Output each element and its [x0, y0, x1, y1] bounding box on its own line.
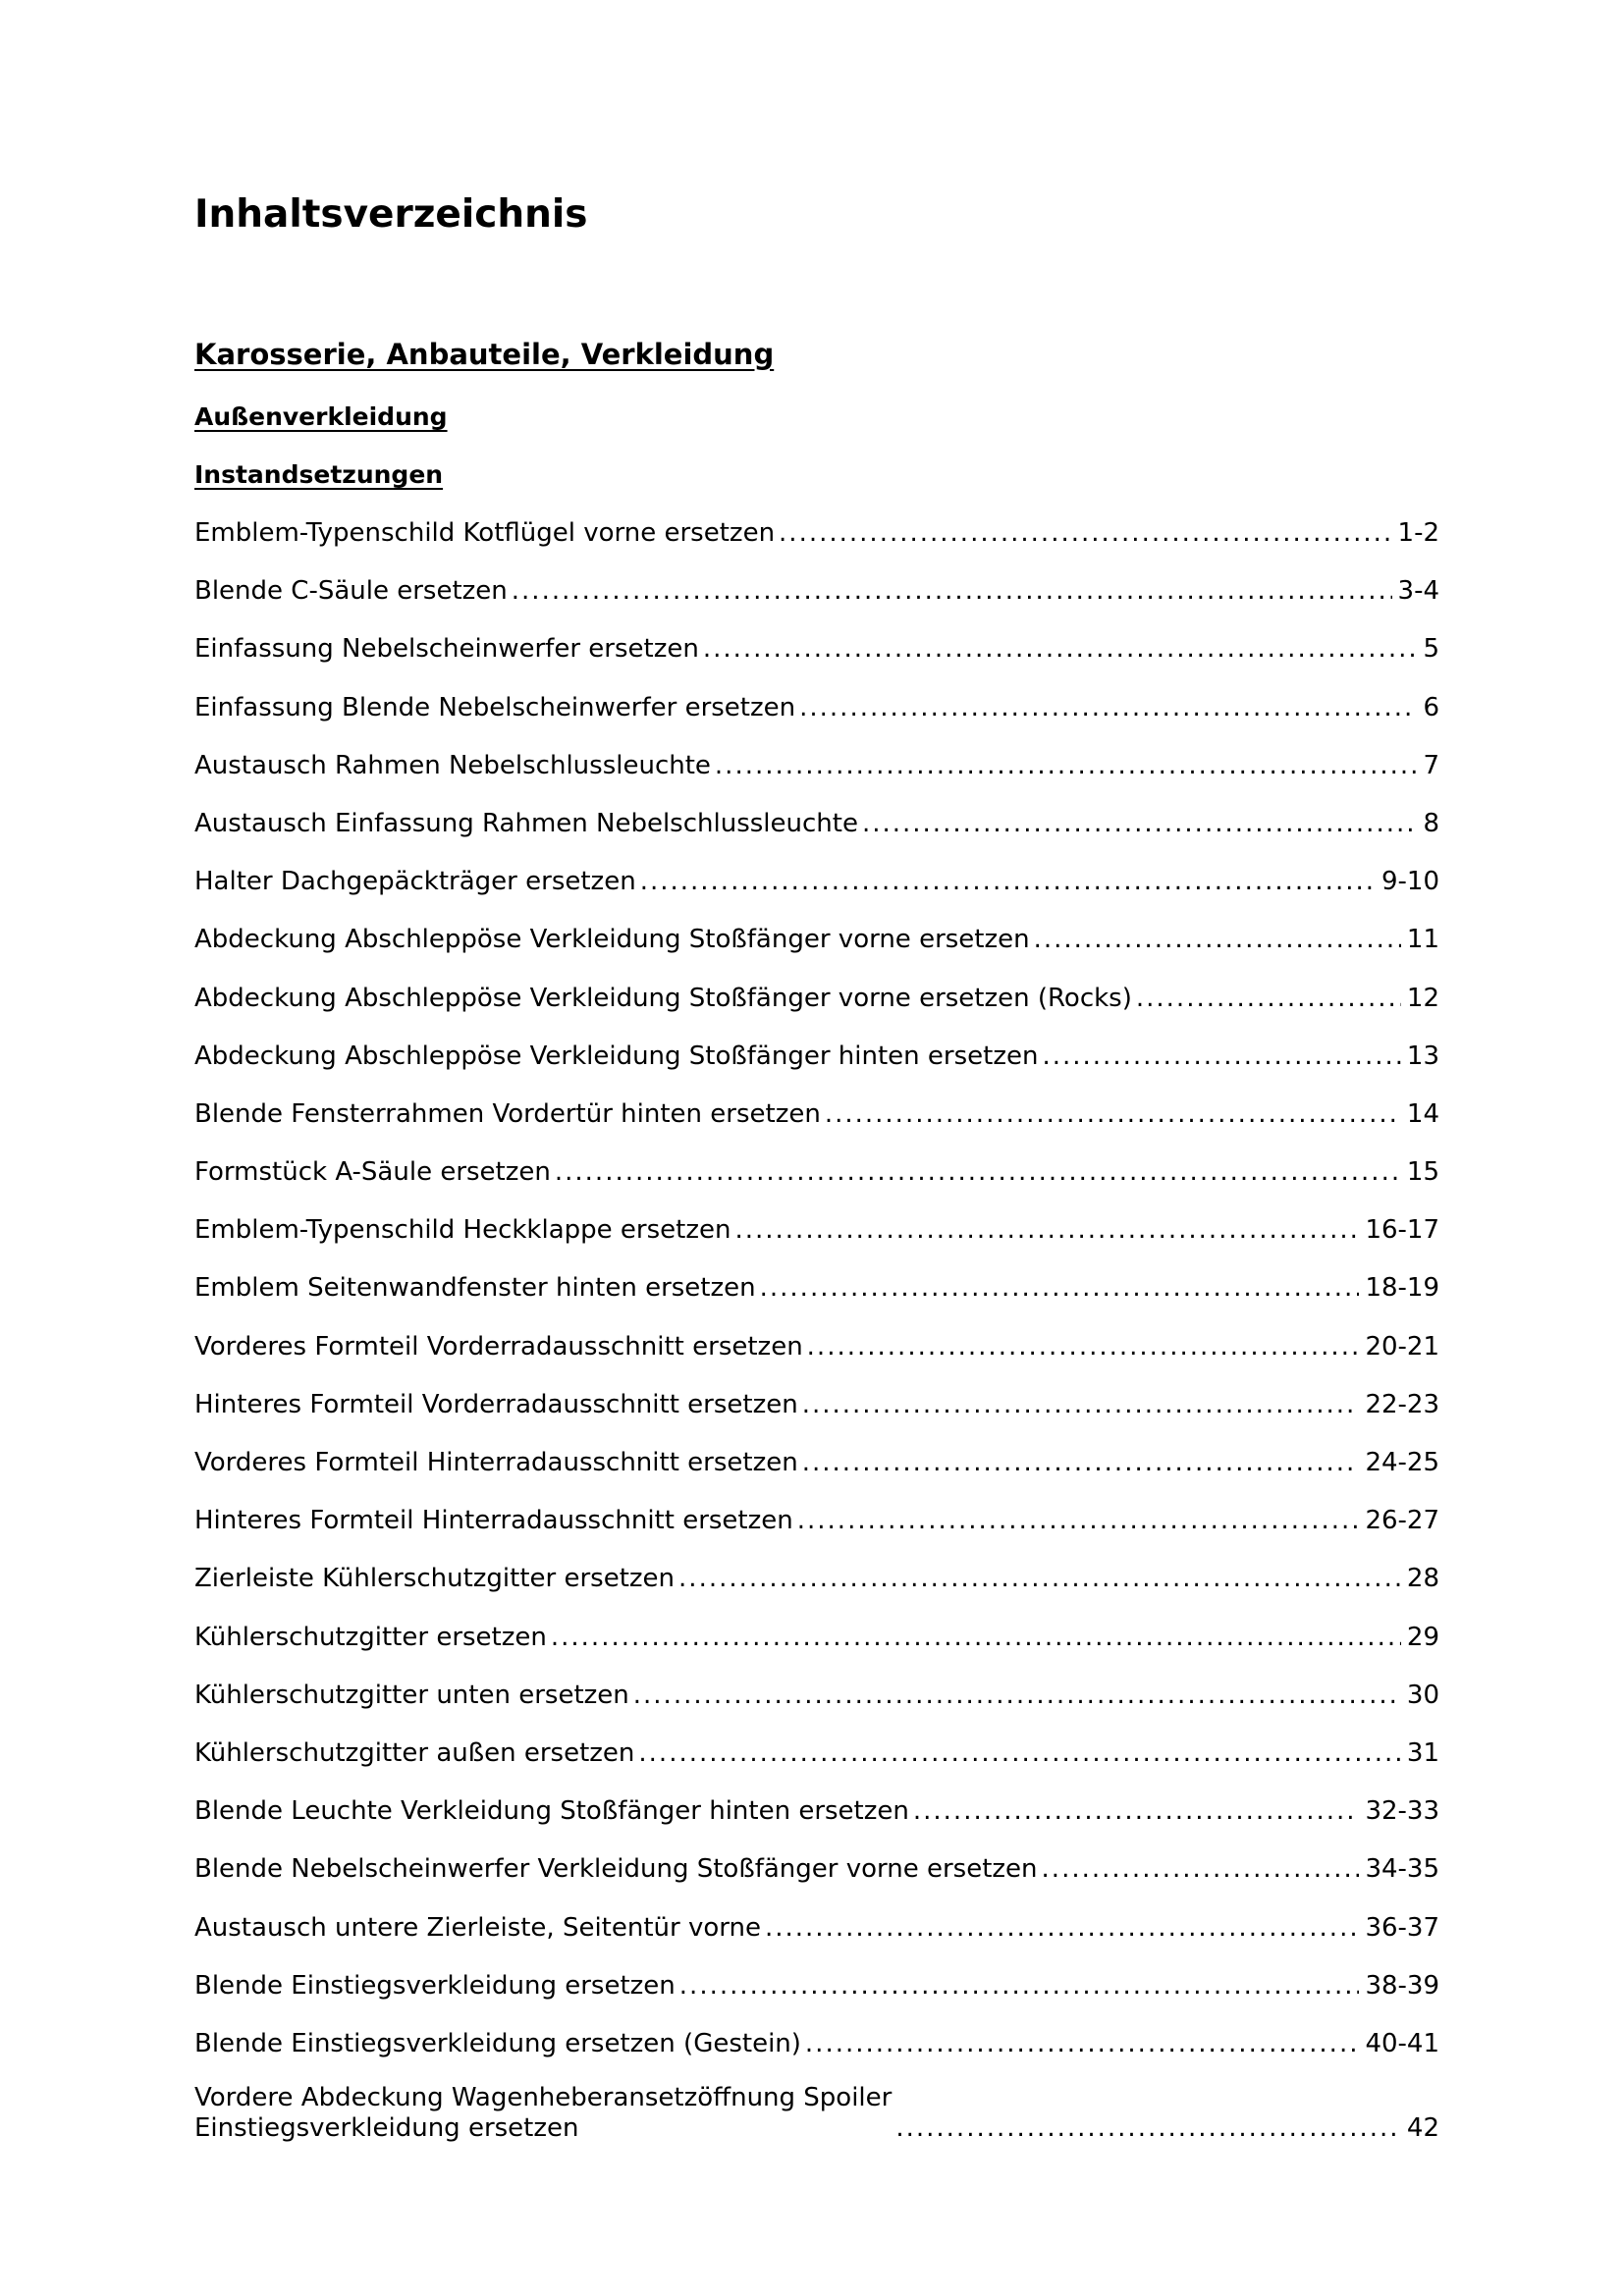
dot-leader — [1034, 925, 1401, 955]
subsection-heading: Außenverkleidung — [194, 402, 448, 431]
toc-entry-label: Austausch Einfassung Rahmen Nebelschlussleuchte — [194, 808, 858, 838]
toc-entry-label: Austausch untere Zierleiste, Seitentür vorne — [194, 1912, 761, 1943]
toc-entry-label: Halter Dachgepäckträger ersetzen — [194, 867, 636, 897]
toc-entry-page: 20-21 — [1365, 1331, 1439, 1362]
toc-entry[interactable] — [194, 1957, 1439, 2015]
toc-entry-page: 11 — [1406, 925, 1439, 955]
toc-entry[interactable] — [194, 1667, 1439, 1725]
toc-entry[interactable] — [194, 1434, 1439, 1492]
toc-entry[interactable] — [194, 2073, 1439, 2150]
toc-entry-page: 9-10 — [1380, 867, 1439, 897]
dot-leader — [633, 1681, 1401, 1711]
dot-leader — [779, 518, 1391, 549]
dot-leader — [512, 576, 1392, 607]
toc-entry-page: 29 — [1406, 1622, 1439, 1652]
toc-entry-page: 3-4 — [1397, 576, 1439, 607]
toc-entry[interactable] — [194, 679, 1439, 737]
dot-leader — [805, 2029, 1360, 2059]
toc-entry-page: 1-2 — [1397, 518, 1439, 548]
dot-leader — [862, 809, 1418, 839]
toc-entry-label — [194, 2083, 895, 2144]
toc-entry[interactable] — [194, 1144, 1439, 1201]
toc-entry-label: Austausch Rahmen Nebelschlussleuchte — [194, 750, 711, 780]
dot-leader — [1042, 1041, 1400, 1072]
toc-entry-page: 7 — [1423, 750, 1439, 780]
dot-leader — [679, 1971, 1360, 2002]
toc-entry[interactable] — [194, 1725, 1439, 1783]
toc-entry[interactable] — [194, 1086, 1439, 1144]
toc-list — [194, 505, 1439, 2150]
toc-entry-label: Formstück A-Säule ersetzen — [194, 1157, 551, 1188]
toc-entry-label-line2: Einstiegsverkleidung ersetzen — [194, 2112, 579, 2143]
dot-leader — [913, 1796, 1360, 1827]
dot-leader — [765, 1913, 1359, 1944]
toc-entry-label-line1: Vordere Abdeckung Wagenheberansetzöffnung Spoiler — [194, 2082, 893, 2112]
dot-leader — [802, 1448, 1360, 1478]
toc-entry[interactable] — [194, 970, 1439, 1028]
dot-leader — [555, 1157, 1401, 1188]
toc-entry-label: Blende Fensterrahmen Vordertür hinten ersetzen — [194, 1098, 821, 1129]
dot-leader — [640, 867, 1376, 897]
toc-entry-page: 34-35 — [1365, 1854, 1439, 1885]
dot-leader — [1042, 1854, 1360, 1885]
toc-entry-page: 18-19 — [1365, 1273, 1439, 1304]
toc-entry-label: Emblem Seitenwandfenster hinten ersetzen — [194, 1273, 756, 1304]
dot-leader — [807, 1332, 1360, 1362]
toc-entry[interactable] — [194, 1609, 1439, 1667]
toc-entry-page: 26-27 — [1365, 1506, 1439, 1536]
toc-entry[interactable] — [194, 1318, 1439, 1376]
toc-entry[interactable] — [194, 1492, 1439, 1550]
dot-leader — [797, 1506, 1360, 1536]
toc-entry[interactable] — [194, 1841, 1439, 1898]
toc-entry-label: Zierleiste Kühlerschutzgitter ersetzen — [194, 1564, 676, 1594]
toc-entry[interactable] — [194, 1028, 1439, 1086]
toc-entry-label: Blende Nebelscheinwerfer Verkleidung Stoßfänger vorne ersetzen — [194, 1854, 1038, 1885]
toc-entry[interactable] — [194, 562, 1439, 620]
toc-entry-page: 14 — [1406, 1098, 1439, 1129]
toc-entry-label: Abdeckung Abschleppöse Verkleidung Stoßfänger vorne ersetzen — [194, 925, 1030, 955]
toc-entry-label: Blende Einstiegsverkleidung ersetzen — [194, 1970, 676, 2001]
dot-leader — [678, 1564, 1401, 1594]
toc-entry[interactable] — [194, 1899, 1439, 1957]
toc-entry-label: Vorderes Formteil Hinterradausschnitt ersetzen — [194, 1448, 798, 1477]
toc-entry-page: 12 — [1406, 983, 1439, 1013]
dot-leader — [760, 1273, 1360, 1304]
toc-entry[interactable] — [194, 505, 1439, 562]
toc-entry-page: 13 — [1406, 1041, 1439, 1071]
toc-entry[interactable] — [194, 795, 1439, 853]
toc-entry-label: Kühlerschutzgitter außen ersetzen — [194, 1737, 635, 1768]
toc-entry[interactable] — [194, 1376, 1439, 1434]
toc-entry[interactable] — [194, 2015, 1439, 2073]
toc-entry[interactable] — [194, 1550, 1439, 1608]
dot-leader — [825, 1099, 1401, 1130]
toc-entry-page: 24-25 — [1365, 1448, 1439, 1477]
toc-entry-page: 36-37 — [1365, 1912, 1439, 1943]
toc-entry-page: 15 — [1406, 1157, 1439, 1188]
toc-entry-page: 22-23 — [1365, 1389, 1439, 1419]
toc-entry-label: Abdeckung Abschleppöse Verkleidung Stoßfänger vorne ersetzen (Rocks) — [194, 983, 1132, 1013]
toc-entry[interactable] — [194, 1259, 1439, 1317]
toc-entry[interactable] — [194, 737, 1439, 795]
toc-entry-page: 28 — [1406, 1564, 1439, 1594]
toc-entry-page: 38-39 — [1365, 1970, 1439, 2001]
toc-entry-label: Blende Einstiegsverkleidung ersetzen (Gestein) — [194, 2028, 801, 2058]
toc-entry-page: 40-41 — [1365, 2028, 1439, 2058]
toc-entry-page: 5 — [1423, 634, 1439, 665]
toc-entry[interactable] — [194, 911, 1439, 969]
section-heading: Karosserie, Anbauteile, Verkleidung — [194, 338, 775, 371]
toc-entry-label: Blende C-Säule ersetzen — [194, 576, 508, 607]
toc-entry-label: Vorderes Formteil Vorderradausschnitt ersetzen — [194, 1331, 803, 1362]
dot-leader — [638, 1738, 1401, 1769]
dot-leader — [703, 634, 1418, 665]
toc-entry-page: 16-17 — [1365, 1215, 1439, 1246]
dot-leader — [1136, 984, 1401, 1014]
toc-entry-label: Blende Leuchte Verkleidung Stoßfänger hinten ersetzen — [194, 1796, 909, 1827]
subsubsection-heading: Instandsetzungen — [194, 460, 444, 489]
toc-entry[interactable] — [194, 853, 1439, 911]
dot-leader — [802, 1390, 1360, 1420]
toc-entry-label: Kühlerschutzgitter ersetzen — [194, 1622, 547, 1652]
toc-entry[interactable] — [194, 1201, 1439, 1259]
toc-entry-page: 32-33 — [1365, 1796, 1439, 1827]
toc-entry-label: Einfassung Blende Nebelscheinwerfer ersetzen — [194, 692, 796, 722]
dot-leader — [734, 1215, 1359, 1246]
toc-entry-page: 6 — [1423, 692, 1439, 722]
toc-entry-label: Hinteres Formteil Vorderradausschnitt ersetzen — [194, 1389, 798, 1419]
toc-entry[interactable] — [194, 1783, 1439, 1841]
toc-entry-page: 30 — [1406, 1680, 1439, 1710]
toc-entry-label: Kühlerschutzgitter unten ersetzen — [194, 1680, 629, 1710]
toc-entry-label: Abdeckung Abschleppöse Verkleidung Stoßfänger hinten ersetzen — [194, 1041, 1039, 1071]
dot-leader — [551, 1623, 1401, 1653]
toc-entry-label: Einfassung Nebelscheinwerfer ersetzen — [194, 634, 699, 665]
dot-leader — [895, 2113, 1401, 2144]
toc-entry-label: Emblem-Typenschild Kotflügel vorne ersetzen — [194, 518, 776, 548]
dot-leader — [715, 751, 1418, 781]
toc-entry-page: 31 — [1406, 1737, 1439, 1768]
toc-entry-page: 8 — [1423, 808, 1439, 838]
dot-leader — [799, 693, 1417, 723]
page-title: Inhaltsverzeichnis — [194, 192, 588, 237]
toc-entry[interactable] — [194, 620, 1439, 678]
toc-entry-label: Emblem-Typenschild Heckklappe ersetzen — [194, 1215, 731, 1246]
toc-entry-label: Hinteres Formteil Hinterradausschnitt ersetzen — [194, 1506, 793, 1536]
toc-entry-page: 42 — [1406, 2112, 1439, 2143]
